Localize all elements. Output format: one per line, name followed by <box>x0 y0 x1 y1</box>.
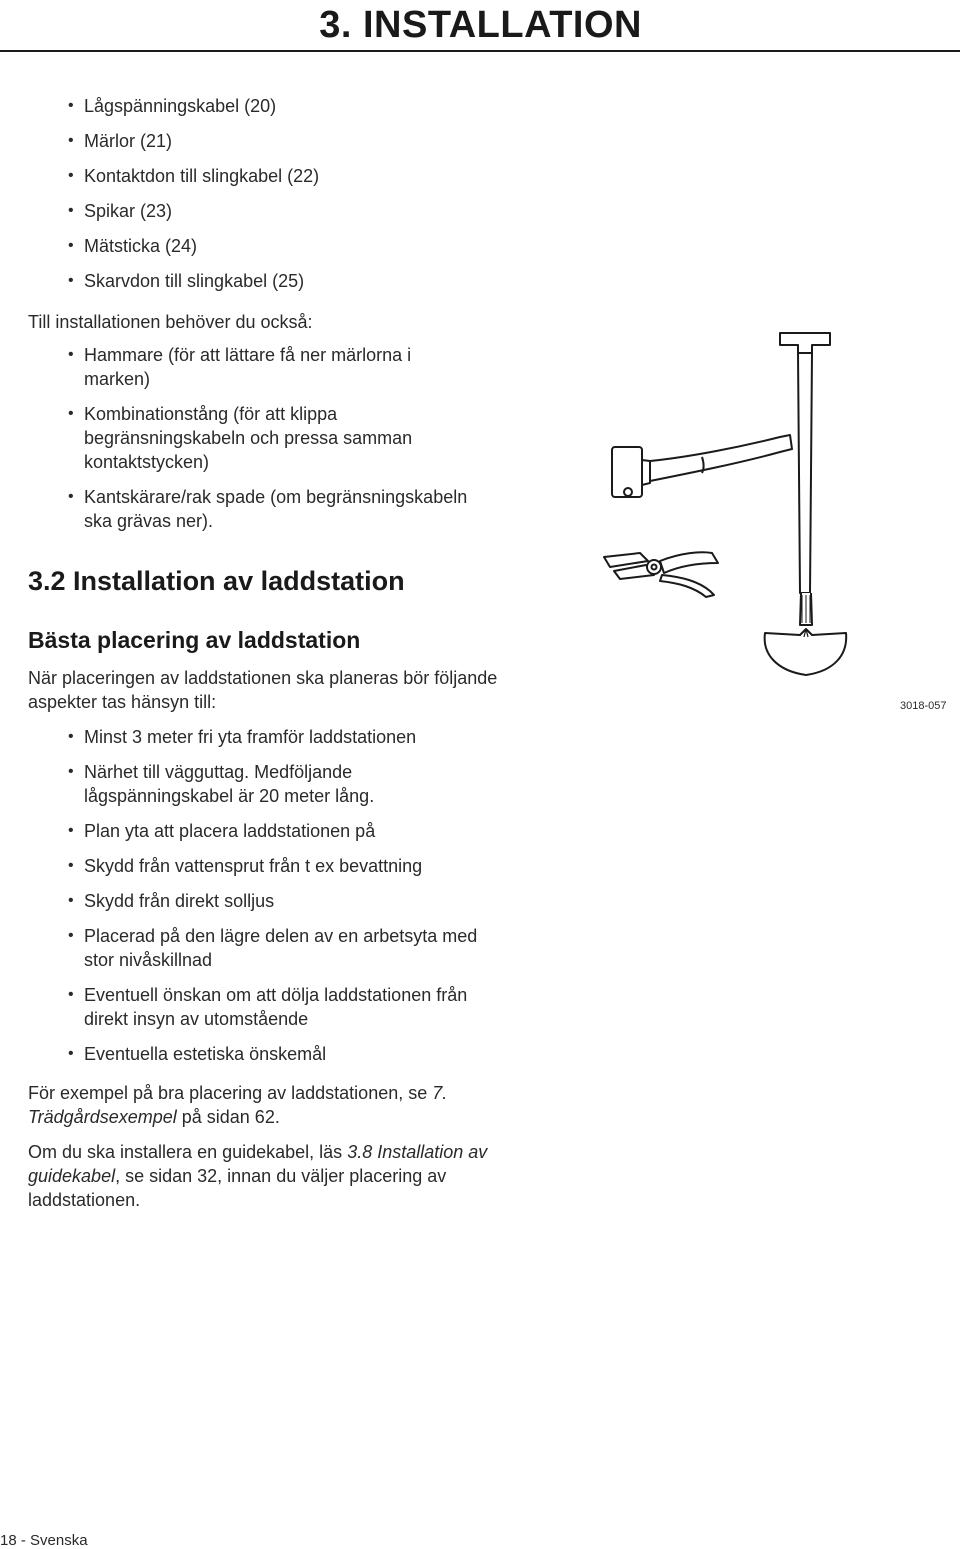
list-item: • Plan yta att placera laddstationen på <box>56 819 506 843</box>
list-item: • Lågspänningskabel (20) <box>56 94 516 118</box>
list-item: • Placerad på den lägre delen av en arbetsyta med stor nivåskillnad <box>56 924 506 972</box>
spade-icon <box>765 333 847 675</box>
intro-also-needed: Till installationen behöver du också: <box>28 312 313 332</box>
section-heading: 3.2 Installation av laddstation <box>28 566 405 596</box>
list-item: • Minst 3 meter fri yta framför laddstationen <box>56 725 506 749</box>
list-item: • Hammare (för att lättare få ner märlorna i marken) <box>56 343 476 391</box>
list-item: • Spikar (23) <box>56 199 516 223</box>
placement-intro: När placeringen av laddstationen ska planeras bör följande aspekter tas hänsyn till: <box>28 668 498 712</box>
list-item: • Eventuell önskan om att dölja laddstationen från direkt insyn av utomstående <box>56 983 506 1031</box>
tools-list <box>56 343 476 544</box>
list-item: • Skarvdon till slingkabel (25) <box>56 269 516 293</box>
guide-text: Om du ska installera en guidekabel, läs <box>28 1142 348 1162</box>
page-footer: 18 - Svenska <box>0 1532 88 1549</box>
guide-paragraph <box>28 1140 508 1212</box>
example-text: För exempel på bra placering av laddstationen, se <box>28 1083 433 1103</box>
list-item: • Eventuella estetiska önskemål <box>56 1042 506 1066</box>
example-text-end: på sidan 62. <box>176 1107 280 1127</box>
list-item: • Skydd från vattensprut från t ex bevattning <box>56 854 506 878</box>
example-link[interactable]: 7. Trädgårdsexempel <box>28 1083 448 1127</box>
guide-text-end: , se sidan 32, innan du väljer placering av laddstationen. <box>28 1166 447 1210</box>
list-item: • Kontaktdon till slingkabel (22) <box>56 164 516 188</box>
tools-illustration <box>590 325 960 725</box>
list-item: • Kombinationstång (för att klippa begränsningskabeln och pressa samman kontaktstycken) <box>56 402 476 474</box>
pliers-icon <box>604 552 718 597</box>
accessory-list <box>56 94 516 304</box>
figure-code: 3018-057 <box>900 700 947 712</box>
page-title: 3. INSTALLATION <box>319 4 642 46</box>
placement-list <box>56 725 506 1077</box>
list-item: • Mätsticka (24) <box>56 234 516 258</box>
hammer-icon <box>612 435 792 497</box>
guide-link[interactable]: 3.8 Installation av guidekabel <box>28 1142 488 1186</box>
list-item: • Kantskärare/rak spade (om begränsningskabeln ska grävas ner). <box>56 485 476 533</box>
list-item: • Skydd från direkt solljus <box>56 889 506 913</box>
subsection-heading: Bästa placering av laddstation <box>28 627 361 653</box>
example-paragraph <box>28 1081 508 1129</box>
list-item: • Närhet till vägguttag. Medföljande lågspänningskabel är 20 meter lång. <box>56 760 506 808</box>
list-item: • Märlor (21) <box>56 129 516 153</box>
